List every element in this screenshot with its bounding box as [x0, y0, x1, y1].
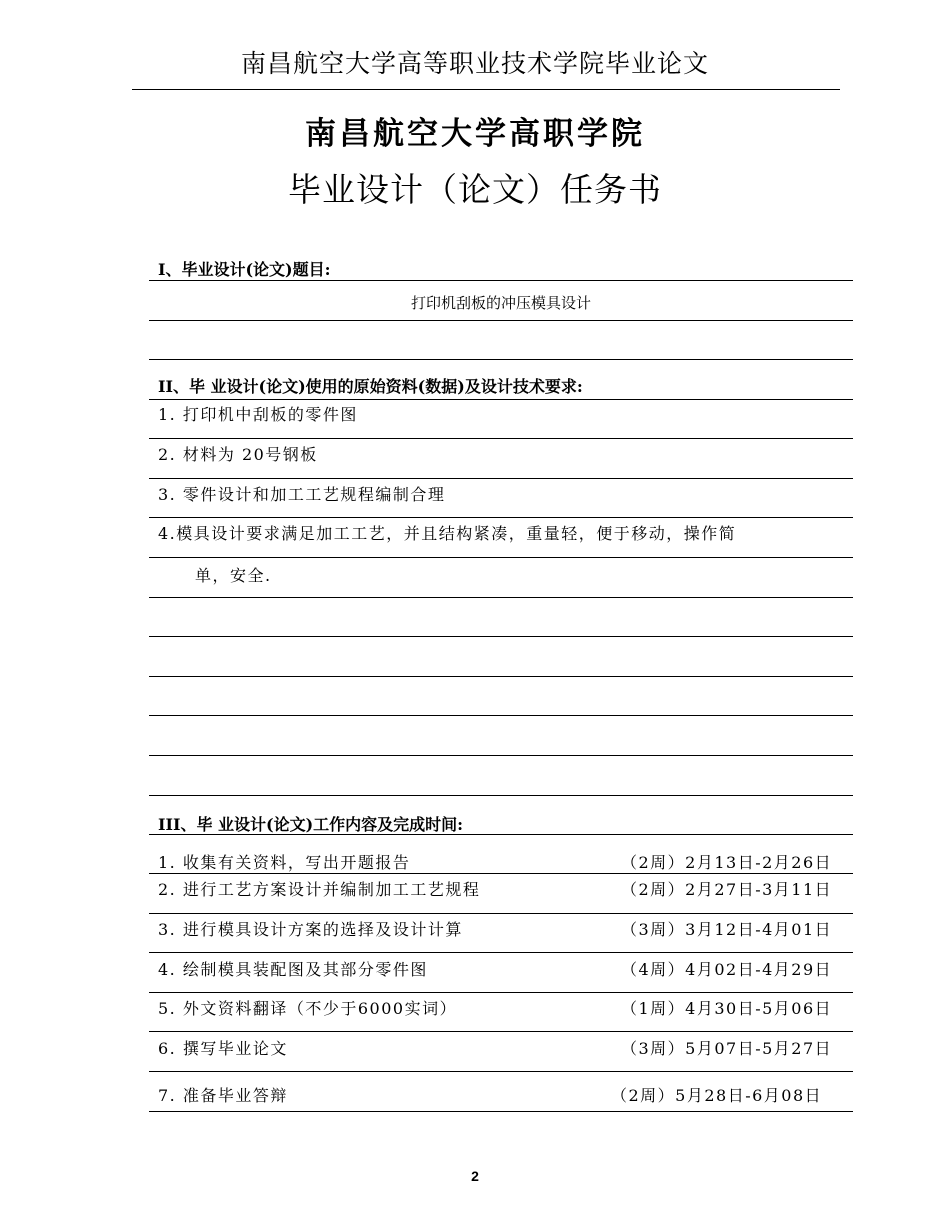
section2-heading: II、毕 业设计(论文)使用的原始资料(数据)及设计技术要求: — [158, 377, 583, 396]
task-time: （2周）5月28日-6月08日 — [611, 1086, 823, 1105]
task-item: 4. 绘制模具装配图及其部分零件图 — [158, 960, 428, 979]
rule — [149, 755, 853, 756]
task-item: 5. 外文资料翻译（不少于6000实词） — [158, 999, 458, 1018]
rule — [149, 715, 853, 716]
requirement-item-continued: 单，安全. — [195, 566, 272, 585]
rule — [149, 1071, 853, 1072]
school-name: 南昌航空大学高职学院 — [305, 116, 645, 152]
requirement-item: 3. 零件设计和加工工艺规程编制合理 — [158, 485, 446, 504]
rule — [149, 557, 853, 558]
task-item: 2. 进行工艺方案设计并编制加工工艺规程 — [158, 880, 481, 899]
rule — [149, 1111, 853, 1112]
task-item: 7. 准备毕业答辩 — [158, 1086, 288, 1105]
task-item: 3. 进行模具设计方案的选择及设计计算 — [158, 920, 463, 939]
rule — [149, 359, 853, 360]
task-time: （3周）5月07日-5月27日 — [621, 1039, 833, 1058]
rule — [149, 517, 853, 518]
rule — [149, 1031, 853, 1032]
rule — [149, 597, 853, 598]
task-item: 1. 收集有关资料，写出开题报告 — [158, 853, 411, 872]
rule — [149, 913, 853, 914]
page-number: 2 — [471, 1168, 479, 1184]
rule — [149, 676, 853, 677]
rule — [149, 992, 853, 993]
requirement-item: 4.模具设计要求满足加工工艺，并且结构紧凑，重量轻，便于移动，操作简 — [158, 524, 737, 543]
rule — [149, 834, 853, 835]
rule — [149, 320, 853, 321]
task-item: 6. 撰写毕业论文 — [158, 1039, 288, 1058]
task-time: （2周）2月27日-3月11日 — [621, 880, 833, 899]
rule — [149, 636, 853, 637]
rule — [149, 478, 853, 479]
rule — [149, 438, 853, 439]
rule — [149, 873, 853, 874]
rule — [149, 280, 853, 281]
running-header: 南昌航空大学高等职业技术学院毕业论文 — [240, 49, 709, 78]
section3-heading: III、毕 业设计(论文)工作内容及完成时间: — [158, 815, 464, 834]
rule — [149, 795, 853, 796]
document-title: 毕业设计（论文）任务书 — [288, 170, 662, 209]
requirement-item: 1. 打印机中刮板的零件图 — [158, 405, 358, 424]
thesis-topic: 打印机刮板的冲压模具设计 — [410, 294, 591, 312]
requirement-item: 2. 材料为 20号钢板 — [158, 445, 318, 464]
rule — [149, 399, 853, 400]
task-time: （1周）4月30日-5月06日 — [621, 999, 833, 1018]
task-time: （4周）4月02日-4月29日 — [621, 960, 833, 979]
header-rule — [132, 89, 840, 90]
section1-heading: I、毕业设计(论文)题目: — [158, 260, 331, 279]
task-time: （3周）3月12日-4月01日 — [621, 920, 833, 939]
rule — [149, 952, 853, 953]
task-time: （2周）2月13日-2月26日 — [621, 853, 833, 872]
